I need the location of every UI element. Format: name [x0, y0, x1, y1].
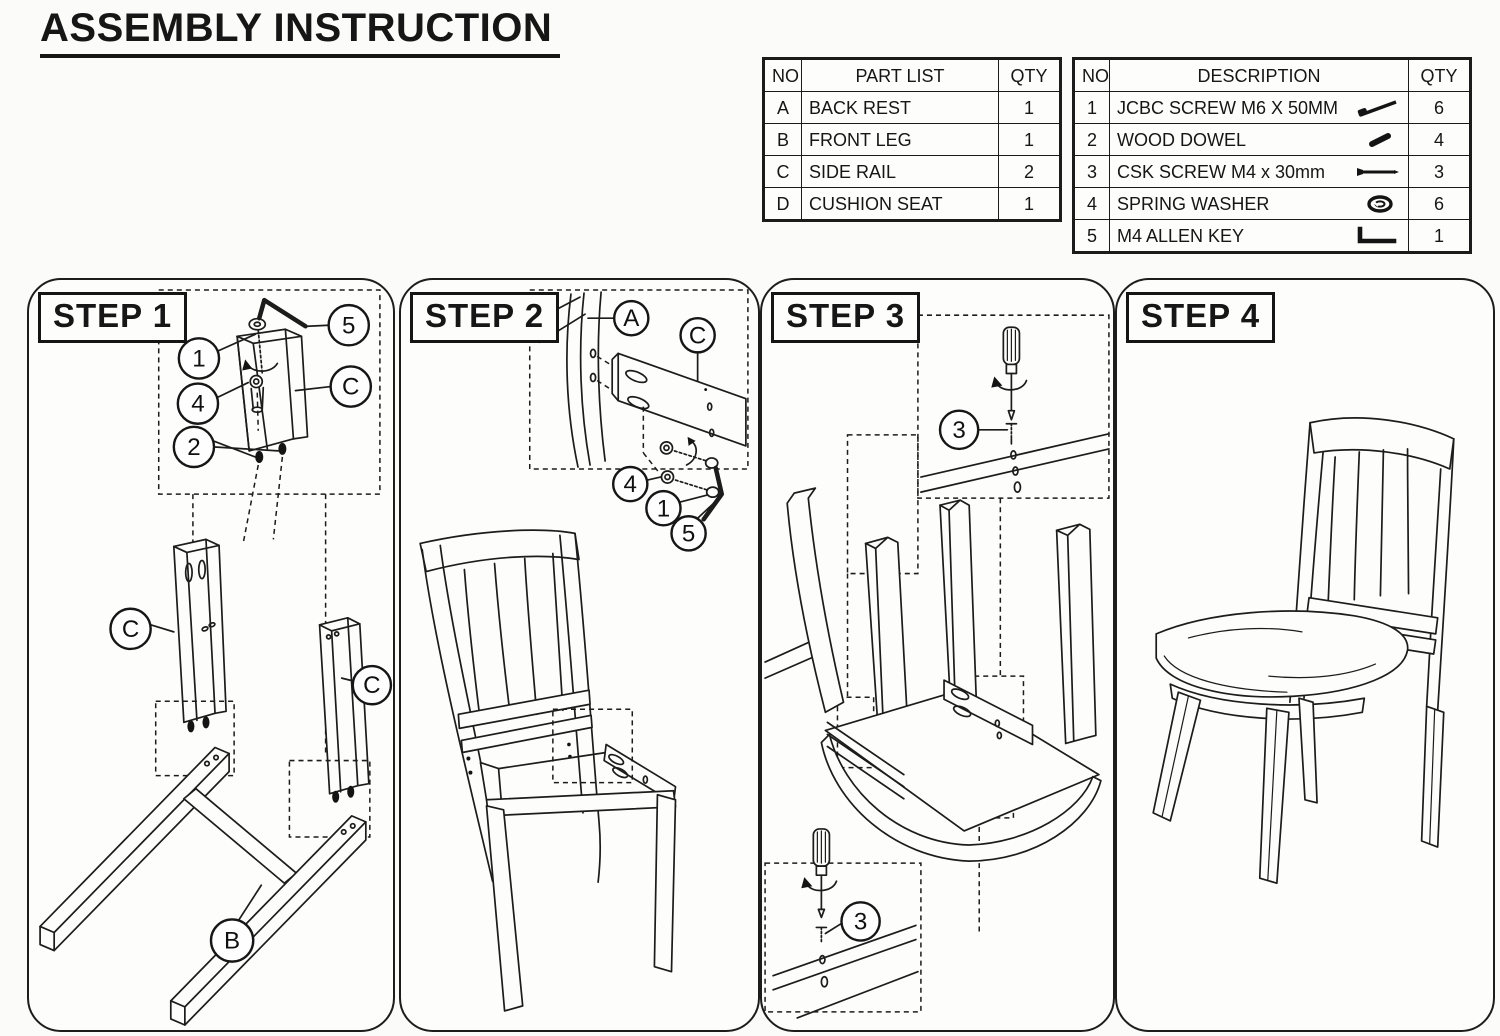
col-header-qty: QTY [1409, 59, 1471, 92]
front-right-leg [1057, 524, 1096, 743]
hardware-no: 1 [1074, 92, 1110, 124]
callout-spring-washer [178, 383, 248, 424]
jcbc-screw-icon [1354, 96, 1404, 120]
part-no: D [764, 188, 802, 221]
wood-dowel-icon [1354, 128, 1404, 152]
step1-label: STEP 1 [38, 292, 187, 343]
step3-diagram [762, 280, 1113, 1030]
callout-back-rest [588, 301, 648, 335]
step3-top-inset [918, 315, 1109, 498]
hardware-name: SPRING WASHER [1110, 188, 1409, 220]
table-row [764, 188, 1061, 221]
callout-csk-screw-bottom [825, 902, 879, 940]
page-title: ASSEMBLY INSTRUCTION [40, 6, 560, 58]
step4-panel [1115, 278, 1495, 1032]
part-qty: 1 [999, 188, 1061, 221]
table-row [1074, 156, 1471, 188]
svg-text:3: 3 [853, 908, 868, 936]
part-no: C [764, 156, 802, 188]
table-row [764, 92, 1061, 124]
col-header-partlist: PART LIST [802, 59, 999, 92]
hardware-qty: 1 [1409, 220, 1471, 253]
table-row [764, 156, 1061, 188]
hardware-name: JCBC SCREW M6 X 50MM [1110, 92, 1409, 124]
csk-screw-drawing [816, 927, 826, 943]
col-header-no: NO [1074, 59, 1110, 92]
part-qty: 1 [999, 124, 1061, 156]
seat-frame-drawing [480, 744, 675, 1010]
hardware-no: 4 [1074, 188, 1110, 220]
part-qty: 1 [999, 92, 1061, 124]
side-rail-right-drawing [320, 618, 369, 803]
svg-text:4: 4 [191, 390, 205, 418]
svg-text:5: 5 [681, 520, 696, 548]
part-name: BACK REST [802, 92, 999, 124]
svg-text:5: 5 [342, 312, 356, 340]
finished-chair-drawing [1153, 418, 1454, 883]
cushion-seat [1156, 611, 1407, 697]
side-rail-left-drawing [174, 539, 226, 732]
step2-detail-inset [530, 290, 748, 473]
step2-fasteners [613, 437, 722, 551]
step1-panel [27, 278, 395, 1032]
hardware-qty: 4 [1409, 124, 1471, 156]
part-no: A [764, 92, 802, 124]
screwdriver-drawing [991, 327, 1026, 419]
table-row [1074, 188, 1471, 220]
callout-side-rail-left [110, 609, 173, 649]
svg-text:2: 2 [187, 433, 201, 461]
csk-screw-drawing [1006, 424, 1016, 444]
callout-side-rail [681, 318, 715, 380]
table-row [764, 124, 1061, 156]
table-header-row [764, 59, 1061, 92]
svg-text:C: C [121, 615, 140, 643]
part-list-table [762, 57, 1062, 222]
front-right-leg [654, 795, 675, 972]
svg-text:3: 3 [952, 416, 966, 444]
back-top-rail [1310, 418, 1454, 469]
svg-text:C: C [342, 373, 360, 401]
table-row [1074, 220, 1471, 253]
col-header-qty: QTY [999, 59, 1061, 92]
step2-label: STEP 2 [410, 292, 559, 343]
hardware-qty: 6 [1409, 188, 1471, 220]
hardware-qty: 3 [1409, 156, 1471, 188]
svg-text:4: 4 [623, 471, 637, 499]
svg-text:C: C [688, 322, 707, 350]
upside-down-chair-drawing [787, 488, 1101, 861]
step3-panel [760, 278, 1115, 1032]
step2-panel [399, 278, 760, 1032]
table-row [1074, 92, 1471, 124]
col-header-no: NO [764, 59, 802, 92]
step4-diagram [1117, 280, 1493, 1030]
callout-allen-key [308, 305, 369, 345]
back-slats [1328, 449, 1408, 604]
front-left-leg [1153, 692, 1200, 821]
hardware-name: M4 ALLEN KEY [1110, 220, 1409, 253]
svg-text:1: 1 [192, 345, 206, 373]
step3-label: STEP 3 [771, 292, 920, 343]
callout-csk-screw-top [940, 411, 1007, 449]
part-name: CUSHION SEAT [802, 188, 999, 221]
side-rail-inset-drawing [237, 329, 307, 463]
hardware-name: WOOD DOWEL [1110, 124, 1409, 156]
svg-text:B: B [224, 927, 241, 955]
hardware-no: 2 [1074, 124, 1110, 156]
step1-main-drawing [40, 539, 391, 1025]
front-right-leg [1260, 708, 1289, 883]
hardware-no: 3 [1074, 156, 1110, 188]
part-qty: 2 [999, 156, 1061, 188]
part-name: FRONT LEG [802, 124, 999, 156]
step2-main-drawing [420, 530, 675, 1011]
hardware-name: CSK SCREW M4 x 30mm [1110, 156, 1409, 188]
svg-text:A: A [623, 305, 640, 333]
allen-key-drawing [259, 300, 305, 326]
step4-label: STEP 4 [1126, 292, 1275, 343]
table-header-row [1074, 59, 1471, 92]
hardware-table [1072, 57, 1472, 254]
table-row [1074, 124, 1471, 156]
back-top-rail [420, 530, 579, 571]
front-left-leg [487, 806, 523, 1011]
hardware-qty: 6 [1409, 92, 1471, 124]
csk-screw-icon [1350, 160, 1404, 184]
part-no: B [764, 124, 802, 156]
svg-text:C: C [363, 672, 381, 700]
callout-side-rail-inset [295, 366, 370, 406]
spring-washer-icon [1354, 192, 1404, 216]
part-name: SIDE RAIL [802, 156, 999, 188]
step3-bottom-inset [765, 829, 921, 1018]
back-left-leg [787, 488, 843, 712]
step2-diagram [401, 280, 758, 1030]
side-rail-drawing [597, 353, 746, 473]
step1-diagram [29, 280, 393, 1030]
back-left-leg [1299, 698, 1317, 803]
svg-text:1: 1 [656, 495, 671, 523]
allen-key-icon [1350, 224, 1404, 248]
col-header-description: DESCRIPTION [1110, 59, 1409, 92]
front-leg-frame-drawing [40, 747, 366, 1024]
hardware-no: 5 [1074, 220, 1110, 253]
right-stile [1427, 439, 1454, 710]
screwdriver-drawing [801, 829, 836, 917]
